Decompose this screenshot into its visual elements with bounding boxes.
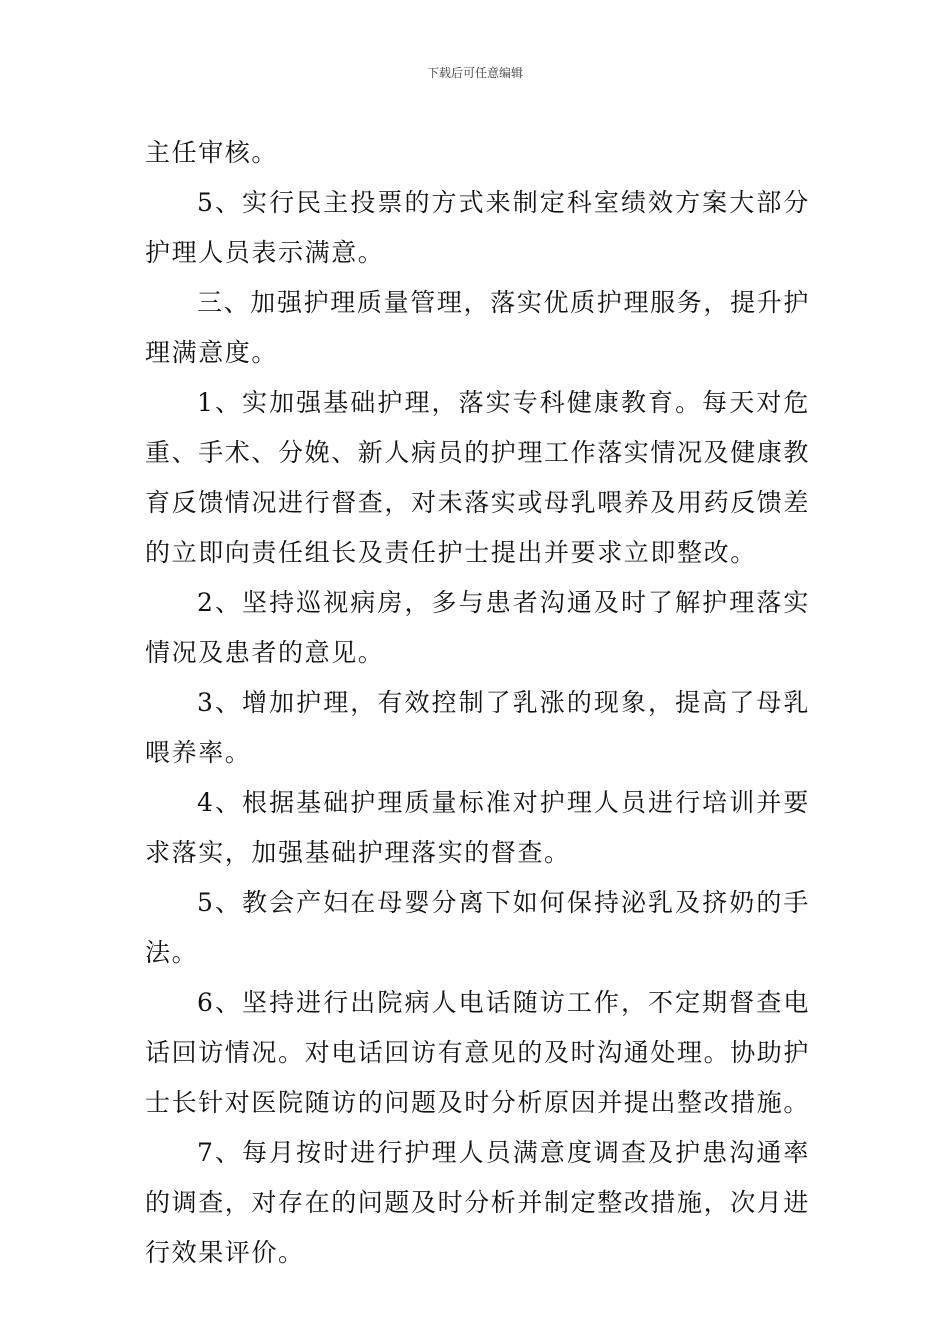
section-heading: 三、加强护理质量管理，落实优质护理服务，提升护理满意度。 bbox=[145, 288, 810, 367]
paragraph: 4、根据基础护理质量标准对护理人员进行培训并要求落实，加强基础护理落实的督查。 bbox=[145, 788, 810, 867]
header-note: 下载后可任意编辑 bbox=[426, 66, 523, 80]
paragraph: 7、每月按时进行护理人员满意度调查及护患沟通率的调查，对存在的问题及时分析并制定整改措施，次月进行效果评价。 bbox=[145, 1138, 811, 1267]
document-body bbox=[145, 128, 810, 1278]
page-header bbox=[0, 66, 950, 80]
paragraph: 5、实行民主投票的方式来制定科室绩效方案大部分护理人员表示满意。 bbox=[145, 188, 810, 267]
paragraph: 主任审核。 bbox=[145, 138, 279, 167]
paragraph: 1、实加强基础护理，落实专科健康教育。每天对危重、手术、分娩、新人病员的护理工作落实情况及健康教育反馈情况进行督查，对未落实或母乳喂养及用药反馈差的立即向责任组长及责任护士提出并要求立即整改。 bbox=[145, 388, 811, 567]
paragraph: 3、增加护理，有效控制了乳涨的现象，提高了母乳喂养率。 bbox=[145, 688, 810, 767]
paragraph: 2、坚持巡视病房，多与患者沟通及时了解护理落实情况及患者的意见。 bbox=[145, 588, 810, 667]
paragraph: 5、教会产妇在母婴分离下如何保持泌乳及挤奶的手法。 bbox=[145, 888, 810, 967]
paragraph: 6、坚持进行出院病人电话随访工作，不定期督查电话回访情况。对电话回访有意见的及时沟通处理。协助护士长针对医院随访的问题及时分析原因并提出整改措施。 bbox=[145, 988, 811, 1117]
